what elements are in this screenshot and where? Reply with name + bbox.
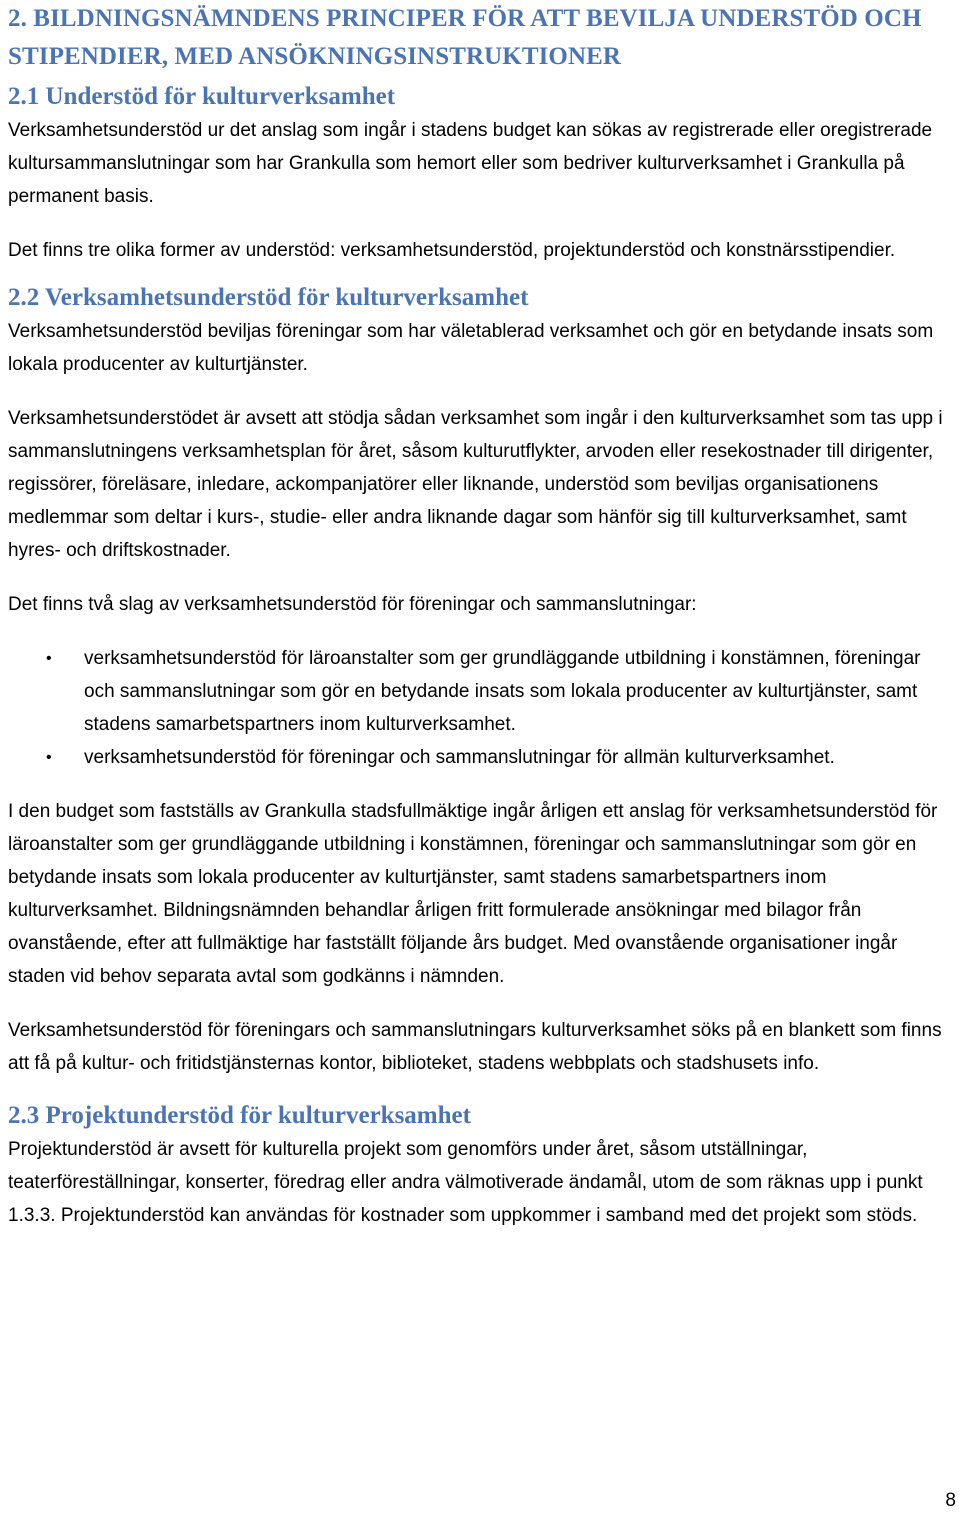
list-item — [8, 642, 952, 741]
section-heading-2-1: 2.1 Understöd för kulturverksamhet — [8, 83, 396, 110]
paragraph-purpose: Verksamhetsunderstödet är avsett att stödja sådan verksamhet som ingår i den kulturverksamhet som tas upp i sammanslutningens verksamhetsplan för året, såsom kulturutflykter, arvoden eller resekostnader till dirigenter, regissörer, föreläsare, inledare, ackompanjatörer eller liknande, understöd som beviljas organisationens medlemmar som deltar i kurs-, studie- eller andra liknande dagar som hänför sig till kulturverksamhet, samt hyres- och driftskostnader. — [8, 408, 943, 561]
page-number: 8 — [945, 1490, 956, 1511]
list-item-text: verksamhetsunderstöd för läroanstalter som ger grundläggande utbildning i konstämnen, föreningar och sammanslutningar som gör en betydande insats som lokala producenter av kulturtjänster, samt stadens samarbetspartners inom kulturverksamhet. — [84, 648, 921, 735]
section-heading-2-2: 2.2 Verksamhetsunderstöd för kulturverksamhet — [8, 284, 529, 311]
paragraph-application-form: Verksamhetsunderstöd för föreningars och sammanslutningars kulturverksamhet söks på en blankett som finns att få på kultur- och fritidstjänsternas kontor, biblioteket, stadens webbplats och stadshusets info. — [8, 1020, 942, 1074]
paragraph-support-forms: Det finns tre olika former av understöd: verksamhetsunderstöd, projektunderstöd och konstnärsstipendier. — [8, 240, 896, 261]
support-types-list — [8, 642, 952, 774]
chapter-heading: 2. BILDNINGSNÄMNDENS PRINCIPER FÖR ATT BEVILJA UNDERSTÖD OCH STIPENDIER, MED ANSÖKNINGSINSTRUKTIONER — [8, 5, 922, 70]
list-item-text: verksamhetsunderstöd för föreningar och sammanslutningar för allmän kulturverksamhet. — [84, 747, 835, 768]
list-item — [8, 741, 952, 774]
paragraph-project-support: Projektunderstöd är avsett för kulturella projekt som genomförs under året, såsom utställningar, teaterföreställningar, konserter, föredrag eller andra välmotiverade ändamål, utom de som räknas upp i punkt 1.3.3. Projektunderstöd kan användas för kostnader som uppkommer i samband med det projekt som stöds. — [8, 1139, 923, 1226]
paragraph-granted-to: Verksamhetsunderstöd beviljas föreningar som har väletablerad verksamhet och gör en betydande insats som lokala producenter av kulturtjänster. — [8, 321, 934, 375]
paragraph-two-types: Det finns två slag av verksamhetsunderstöd för föreningar och sammanslutningar: — [8, 594, 697, 615]
bullet-icon: • — [46, 749, 52, 766]
paragraph-budget: I den budget som fastställs av Grankulla stadsfullmäktige ingår årligen ett anslag för verksamhetsunderstöd för läroanstalter som ger grundläggande utbildning i konstämnen, föreningar och sammanslutningar som gör en betydande insats som lokala producenter av kulturtjänster, samt stadens samarbetspartners inom kulturverksamhet. Bildningsnämnden behandlar årligen fritt formulerade ansökningar med bilagor från ovanstående, efter att fullmäktige har fastställt följande års budget. Med ovanstående organisationer ingår staden vid behov separata avtal som godkänns i nämnden. — [8, 801, 938, 987]
section-heading-2-3: 2.3 Projektunderstöd för kulturverksamhet — [8, 1102, 471, 1129]
paragraph-intro: Verksamhetsunderstöd ur det anslag som ingår i stadens budget kan sökas av registrerade eller oregistrerade kultursammanslutningar som har Grankulla som hemort eller som bedriver kulturverksamhet i Grankulla på permanent basis. — [8, 120, 933, 207]
bullet-icon: • — [46, 650, 52, 667]
